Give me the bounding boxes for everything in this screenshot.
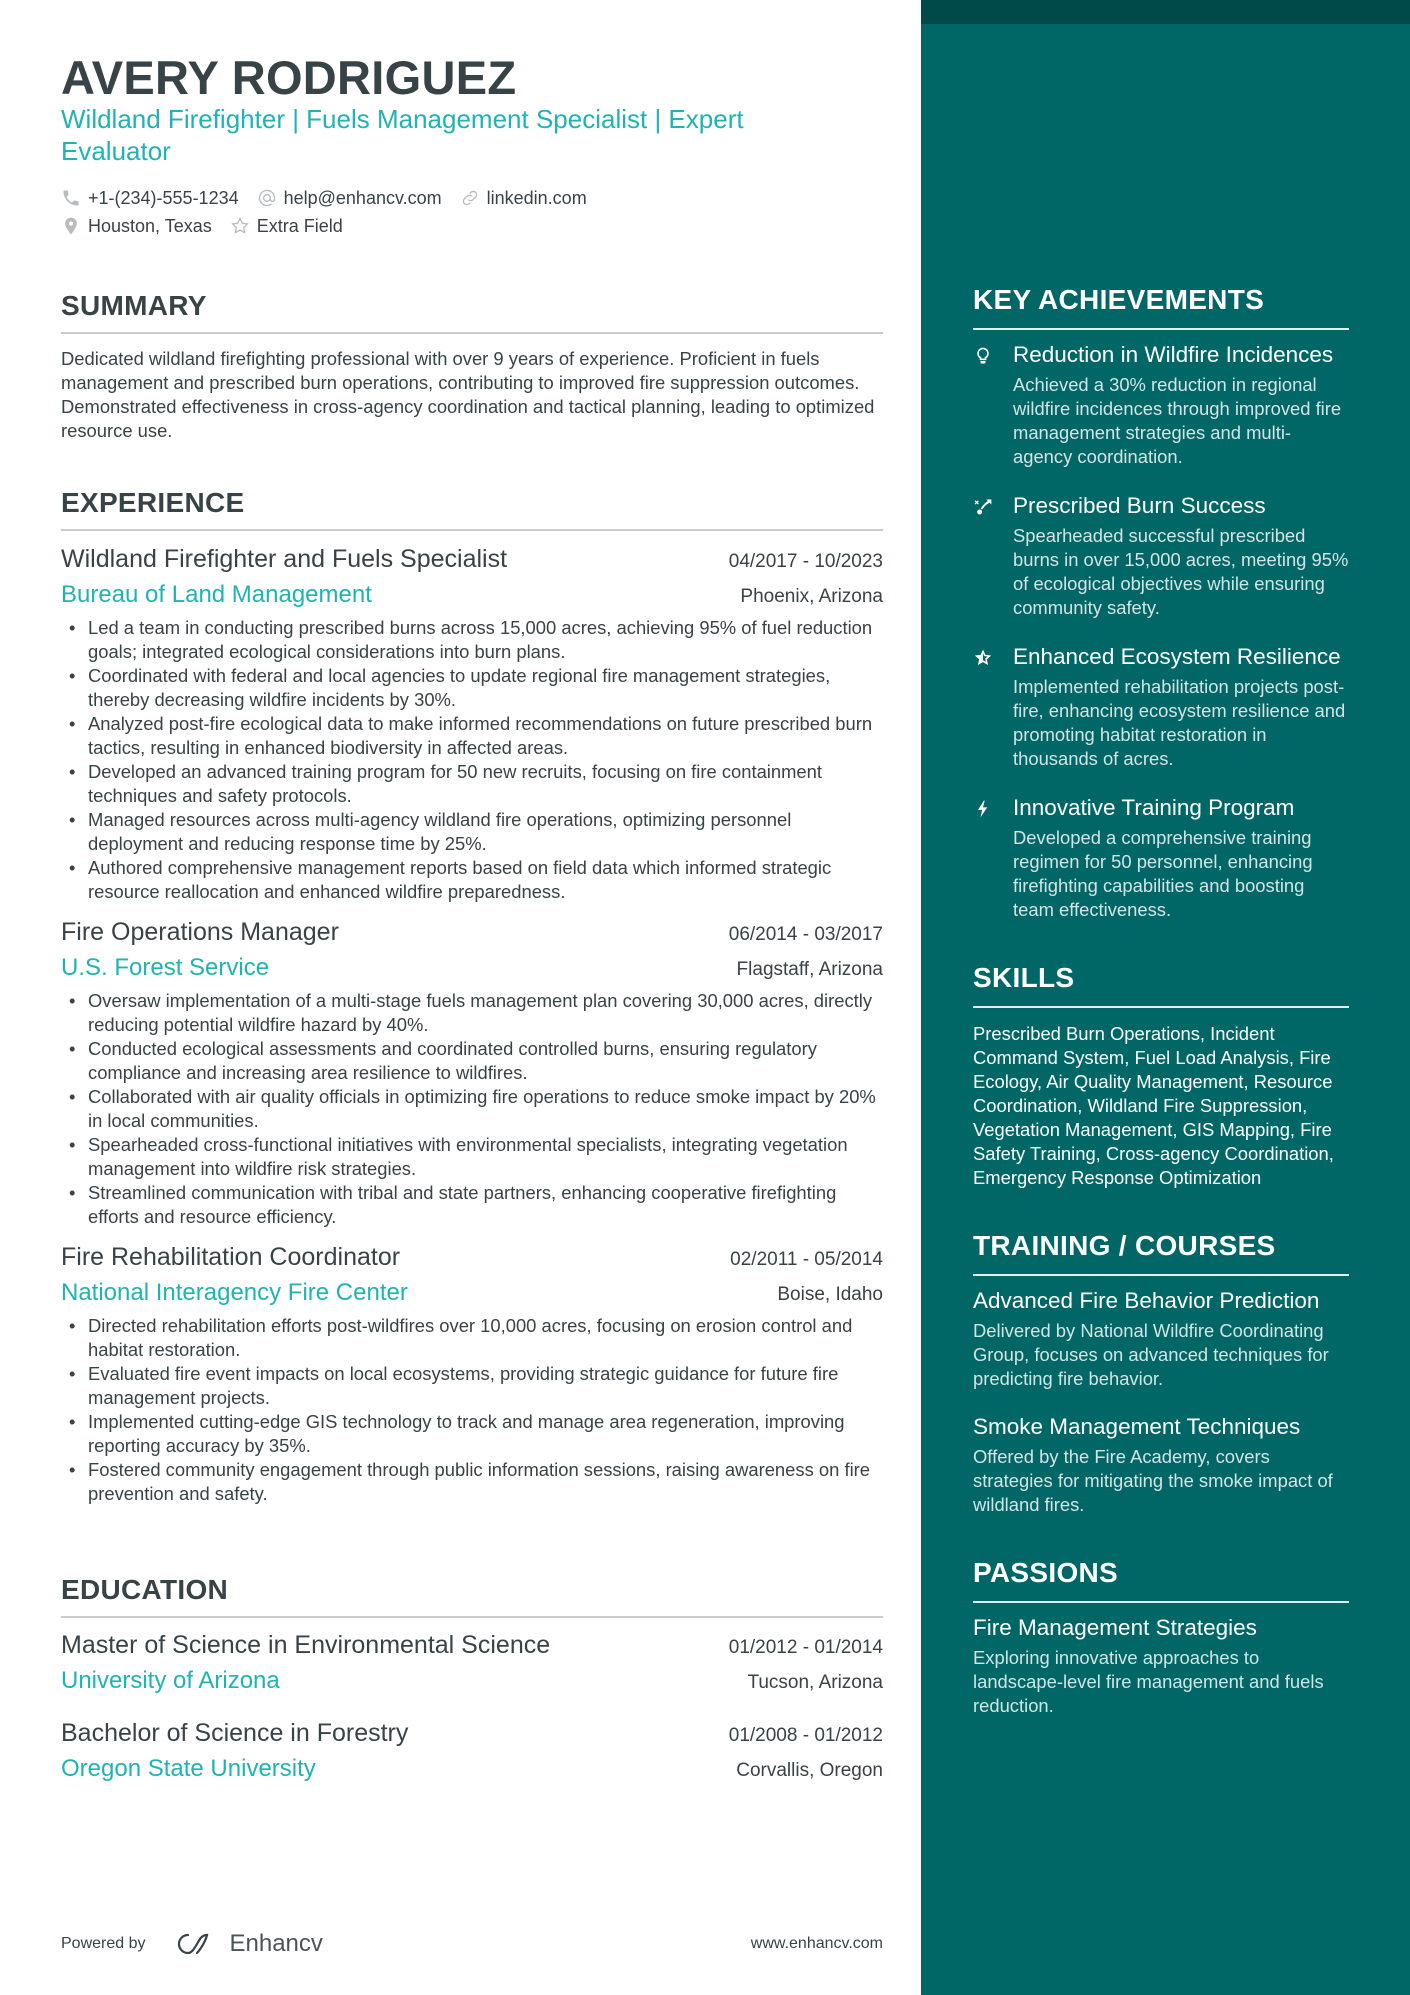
- job-dates: 02/2011 - 05/2014: [730, 1249, 883, 1270]
- skills-title: SKILLS: [973, 962, 1349, 1008]
- bullet-item: • Led a team in conducting prescribed burns across 15,000 acres, achieving 95% of fuel reduction goals; integrated ecological considerations into burn plans.: [61, 616, 883, 664]
- footer: [61, 1930, 883, 1958]
- achievement-title: Reduction in Wildfire Incidences: [1013, 342, 1334, 367]
- achievement-item: [973, 491, 1349, 620]
- school: University of Arizona: [61, 1667, 280, 1694]
- education-location: Corvallis, Oregon: [736, 1760, 883, 1781]
- job-company: Bureau of Land Management: [61, 581, 372, 608]
- bullet-item: • Fostered community engagement through public information sessions, raising awareness on fire prevention and safety.: [61, 1458, 883, 1506]
- summary-section: [61, 290, 883, 443]
- bullet-item: • Spearheaded cross-functional initiatives with environmental specialists, integrating vegetation management into wildfire risk strategies.: [61, 1133, 883, 1181]
- skills-section: [973, 962, 1349, 1190]
- contact-location: [61, 216, 212, 237]
- bullet-item: • Conducted ecological assessments and coordinated controlled burns, ensuring regulatory compliance and increasing area resilience to wildfires.: [61, 1037, 883, 1085]
- headline: Wildland Firefighter | Fuels Management Specialist | Expert Evaluator: [61, 104, 744, 166]
- contact-phone[interactable]: [61, 188, 239, 209]
- experience-section: [61, 487, 883, 1506]
- bullet-item: • Directed rehabilitation efforts post-wildfires over 10,000 acres, focusing on erosion control and habitat restoration.: [61, 1314, 883, 1362]
- job-title: Fire Operations Manager: [61, 918, 339, 946]
- course-title: Advanced Fire Behavior Prediction: [973, 1288, 1320, 1313]
- achievement-item: [973, 642, 1349, 771]
- passion-item: [973, 1613, 1349, 1718]
- degree: Bachelor of Science in Forestry: [61, 1719, 409, 1747]
- education-dates: 01/2012 - 01/2014: [728, 1637, 883, 1658]
- training-title: TRAINING / COURSES: [973, 1230, 1349, 1276]
- email-text: help@enhancv.com: [283, 187, 442, 208]
- education-section: [61, 1574, 883, 1788]
- brand-name: Enhancv: [229, 1930, 323, 1957]
- education-title: EDUCATION: [61, 1574, 883, 1618]
- achievement-desc: Achieved a 30% reduction in regional wildfire incidences through improved fire management strategies and multi-agency coordination.: [1013, 374, 1342, 467]
- route-icon: [973, 496, 993, 518]
- achievement-desc: Spearheaded successful prescribed burns in over 15,000 acres, meeting 95% of ecological objectives while ensuring community safety.: [1013, 525, 1349, 618]
- sidebar-top-band: [921, 0, 1410, 24]
- job-title: Wildland Firefighter and Fuels Specialist: [61, 545, 508, 573]
- powered-by-label: Powered by: [61, 1935, 146, 1952]
- course-desc: Delivered by National Wildfire Coordinating Group, focuses on advanced techniques for predicting fire behavior.: [973, 1320, 1329, 1389]
- education-location: Tucson, Arizona: [747, 1672, 883, 1693]
- course-title: Smoke Management Techniques: [973, 1414, 1301, 1439]
- bullet-item: • Developed an advanced training program for 50 new recruits, focusing on fire containment techniques and safety protocols.: [61, 760, 883, 808]
- job-dates: 06/2014 - 03/2017: [728, 924, 883, 945]
- education-entry: [61, 1628, 883, 1700]
- link-icon: [460, 188, 480, 208]
- education-dates: 01/2008 - 01/2012: [728, 1725, 883, 1746]
- education-entry: [61, 1716, 883, 1788]
- job-bullets: [61, 616, 883, 904]
- bullet-item: • Oversaw implementation of a multi-stage fuels management plan covering 30,000 acres, directly reducing potential wildfire hazard by 40%.: [61, 989, 883, 1037]
- candidate-name: AVERY RODRIGUEZ: [61, 51, 517, 104]
- bullet-item: • Coordinated with federal and local agencies to update regional fire management strategies, thereby decreasing wildfire incidents by 30%.: [61, 664, 883, 712]
- bullet-item: • Analyzed post-fire ecological data to make informed recommendations on future prescribed burn tactics, resulting in enhanced biodiversity in affected areas.: [61, 712, 883, 760]
- at-icon: [257, 188, 277, 208]
- bullet-item: • Implemented cutting-edge GIS technology to track and manage area regeneration, improving reporting accuracy by 35%.: [61, 1410, 883, 1458]
- achievement-item: [973, 340, 1349, 469]
- bullet-item: • Evaluated fire event impacts on local ecosystems, providing strategic guidance for future fire management projects.: [61, 1362, 883, 1410]
- achievement-item: [973, 793, 1349, 922]
- achievements-title: KEY ACHIEVEMENTS: [973, 284, 1349, 330]
- job-location: Boise, Idaho: [777, 1284, 883, 1305]
- bullet-item: • Collaborated with air quality officials in optimizing fire operations to reduce smoke impact by 20% in local communities.: [61, 1085, 883, 1133]
- enhancv-logo[interactable]: [174, 1930, 323, 1958]
- achievement-title: Innovative Training Program: [1013, 795, 1295, 820]
- job-entry: [61, 542, 883, 904]
- skills-text: Prescribed Burn Operations, Incident Command System, Fuel Load Analysis, Fire Ecology, Air Quality Management, Resource Coordination, Wildland Fire Suppression, Vegetation Management, GIS Mapping, Fire Safety Training, Cross-agency Coordination, Emergency Response Optimization: [973, 1023, 1334, 1188]
- location-pin-icon: [61, 216, 81, 236]
- experience-title: EXPERIENCE: [61, 487, 883, 531]
- job-bullets: [61, 1314, 883, 1506]
- footer-url[interactable]: www.enhancv.com: [750, 1935, 883, 1952]
- summary-title: SUMMARY: [61, 290, 883, 334]
- job-company: National Interagency Fire Center: [61, 1279, 408, 1306]
- achievements-section: [973, 284, 1349, 922]
- star-half-icon: [973, 647, 993, 669]
- job-bullets: [61, 989, 883, 1229]
- lightbulb-icon: [973, 345, 993, 367]
- passions-title: PASSIONS: [973, 1557, 1349, 1603]
- job-entry: [61, 1240, 883, 1506]
- achievement-desc: Implemented rehabilitation projects post-fire, enhancing ecosystem resilience and promoting habitat restoration in thousands of acres.: [1013, 676, 1346, 769]
- contact-link[interactable]: [460, 188, 587, 209]
- extra-field-text: Extra Field: [256, 215, 343, 236]
- passion-title: Fire Management Strategies: [973, 1615, 1257, 1640]
- achievement-title: Enhanced Ecosystem Resilience: [1013, 644, 1341, 669]
- course-item: [973, 1412, 1349, 1517]
- phone-text: +1-(234)-555-1234: [88, 187, 239, 208]
- bullet-item: • Authored comprehensive management reports based on field data which informed strategic resource reallocation and enhanced wildfire preparedness.: [61, 856, 883, 904]
- location-text: Houston, Texas: [88, 215, 212, 236]
- contact-extra: [230, 216, 343, 237]
- degree: Master of Science in Environmental Science: [61, 1631, 551, 1659]
- passion-desc: Exploring innovative approaches to landscape-level fire management and fuels reduction.: [973, 1647, 1324, 1716]
- phone-icon: [61, 188, 81, 208]
- sidebar: [921, 0, 1410, 1995]
- bullet-item: • Managed resources across multi-agency wildland fire operations, optimizing personnel deployment and reducing response time by 25%.: [61, 808, 883, 856]
- job-title: Fire Rehabilitation Coordinator: [61, 1243, 401, 1271]
- achievement-desc: Developed a comprehensive training regimen for 50 personnel, enhancing firefighting capabilities and boosting team effectiveness.: [1013, 827, 1313, 920]
- training-section: [973, 1230, 1349, 1517]
- enhancv-logo-icon: [174, 1931, 220, 1957]
- job-location: Phoenix, Arizona: [740, 586, 883, 607]
- job-entry: [61, 915, 883, 1229]
- school: Oregon State University: [61, 1755, 316, 1782]
- bullet-item: • Streamlined communication with tribal and state partners, enhancing cooperative firefighting efforts and resource efficiency.: [61, 1181, 883, 1229]
- contact-email[interactable]: [257, 188, 442, 209]
- star-icon: [230, 216, 250, 236]
- achievement-title: Prescribed Burn Success: [1013, 493, 1266, 518]
- passions-section: [973, 1557, 1349, 1718]
- summary-text: Dedicated wildland firefighting professional with over 9 years of experience. Proficient in fuels management and prescribed burn operations, contributing to improved fire suppression outcomes. Demonstrated effectiveness in cross-agency coordination and tactical planning, leading to optimized resource use.: [61, 348, 875, 441]
- contact-info: [61, 184, 605, 240]
- lightning-icon: [973, 798, 993, 820]
- job-location: Flagstaff, Arizona: [736, 959, 883, 980]
- course-item: [973, 1286, 1349, 1391]
- course-desc: Offered by the Fire Academy, covers strategies for mitigating the smoke impact of wildland fires.: [973, 1446, 1333, 1515]
- job-company: U.S. Forest Service: [61, 954, 270, 981]
- job-dates: 04/2017 - 10/2023: [728, 551, 883, 572]
- link-text: linkedin.com: [486, 187, 587, 208]
